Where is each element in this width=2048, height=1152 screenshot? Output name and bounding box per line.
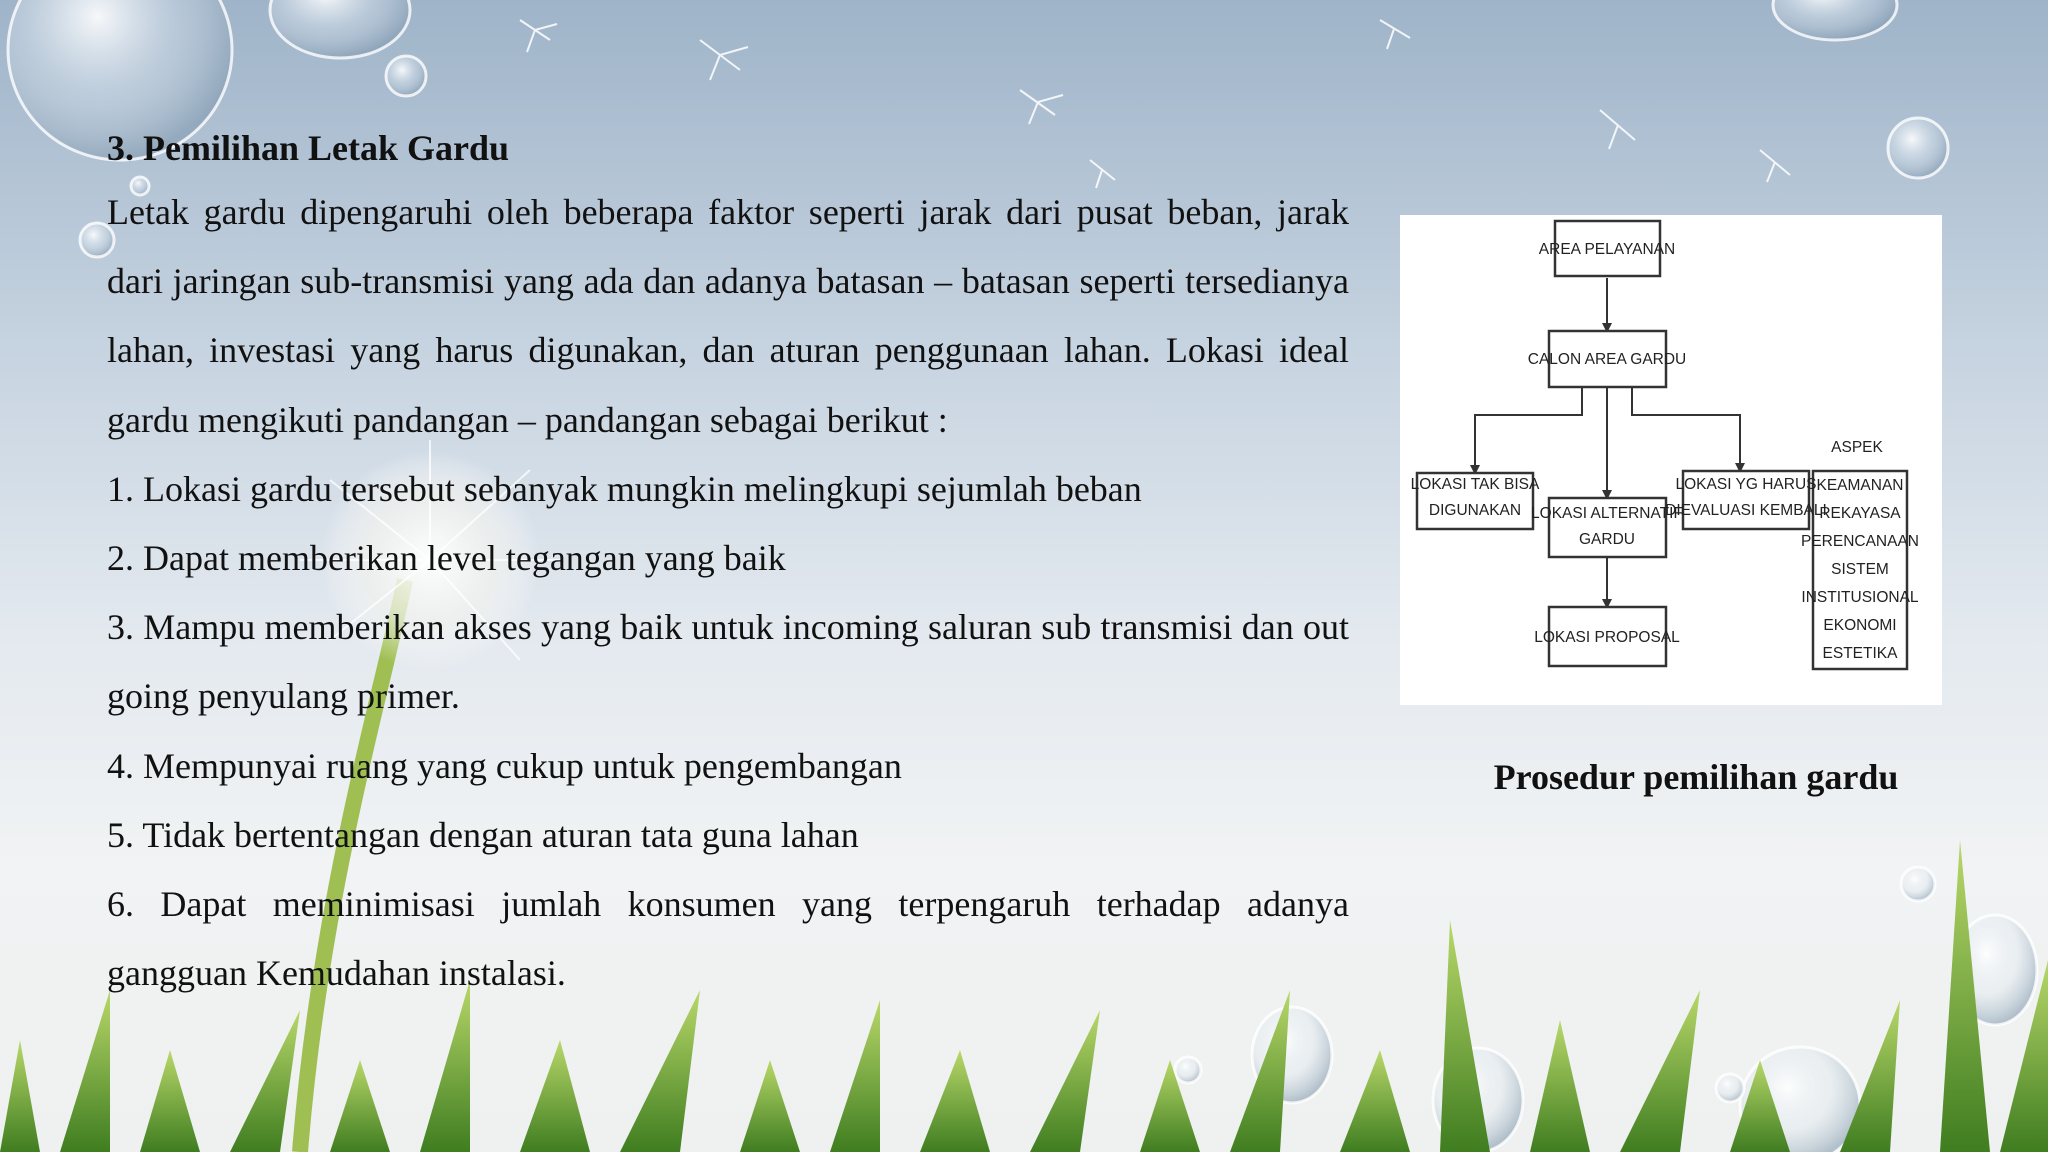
label-lokasi-proposal: LOKASI PROPOSAL xyxy=(1534,629,1680,646)
connector-line xyxy=(1632,387,1740,471)
connector-line xyxy=(1475,387,1582,473)
diagram-caption: Prosedur pemilihan gardu xyxy=(1493,757,1899,797)
list-item: 2. Dapat memberikan level tegangan yang baik xyxy=(107,538,786,579)
label-aspek-item: KEAMANAN xyxy=(1816,477,1904,494)
label-aspek-item: SISTEM xyxy=(1831,561,1889,578)
label-aspek-item: REKAYASA xyxy=(1819,505,1901,522)
label-lokasi-tak-bisa-1: LOKASI TAK BISA xyxy=(1410,476,1540,493)
flowchart-svg xyxy=(1400,215,1942,705)
list-item: 6. Dapat meminimisasi jumlah konsumen yang terpengaruh terhadap adanya gangguan Kemudahan instalasi. xyxy=(107,884,1349,994)
label-aspek-item: INSTITUSIONAL xyxy=(1801,589,1919,606)
label-aspek-title: ASPEK xyxy=(1831,439,1883,456)
flowchart-diagram xyxy=(1400,215,1942,705)
label-lokasi-tak-bisa-2: DIGUNAKAN xyxy=(1428,502,1522,519)
label-aspek-item: ESTETIKA xyxy=(1822,645,1898,662)
text-content xyxy=(107,118,1349,1008)
label-area-pelayanan: AREA PELAYANAN xyxy=(1538,241,1676,258)
label-lokasi-alternatif-2: GARDU xyxy=(1579,531,1635,548)
label-lokasi-yg-harus-1: LOKASI YG HARUS xyxy=(1675,476,1817,493)
label-aspek-item: EKONOMI xyxy=(1823,617,1897,634)
label-lokasi-yg-harus-2: DIEVALUASI KEMBALI xyxy=(1665,502,1827,519)
list-item: 1. Lokasi gardu tersebut sebanyak mungkin melingkupi sejumlah beban xyxy=(107,468,1142,509)
label-calon-area-gardu: CALON AREA GARDU xyxy=(1527,351,1687,368)
list-item: 5. Tidak bertentangan dengan aturan tata guna lahan xyxy=(107,814,859,855)
intro-paragraph: Letak gardu dipengaruhi oleh beberapa faktor seperti jarak dari pusat beban, jarak dari jaringan sub-transmisi yang ada dan adanya batasan – batasan seperti tersedianya lahan, investasi yang harus digunakan, dan aturan penggunaan lahan. Lokasi ideal gardu mengikuti pandangan – pandangan sebagai berikut : xyxy=(107,192,1349,440)
list-item: 4. Mempunyai ruang yang cukup untuk pengembangan xyxy=(107,745,902,786)
label-lokasi-alternatif-1: LOKASI ALTERNATIF xyxy=(1531,505,1683,522)
label-aspek-item: PERENCANAAN xyxy=(1801,533,1919,550)
section-heading: 3. Pemilihan Letak Gardu xyxy=(107,128,510,168)
list-item: 3. Mampu memberikan akses yang baik untuk incoming saluran sub transmisi dan out going penyulang primer. xyxy=(107,607,1349,717)
